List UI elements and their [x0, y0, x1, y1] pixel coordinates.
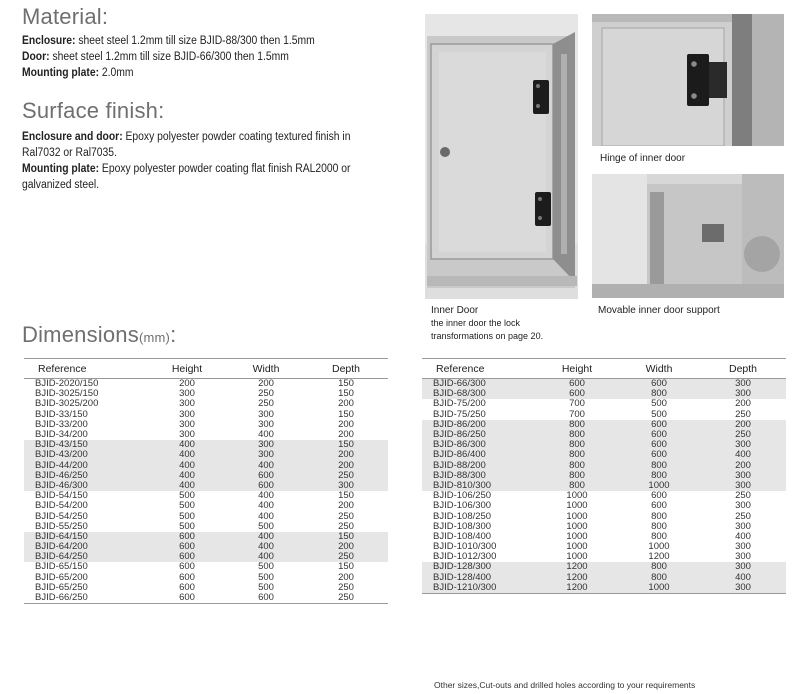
cell-reference: BJID-86/200: [422, 420, 536, 430]
cell-reference: BJID-108/300: [433, 520, 492, 532]
cell-height: 300: [179, 418, 195, 430]
dimensions-title: Dimensions: [22, 322, 139, 347]
header-height: Height: [146, 359, 228, 379]
header-width: Width: [228, 359, 304, 379]
material-plate-value: 2.0mm: [99, 67, 134, 79]
cell-depth: 200: [304, 542, 388, 552]
cell-reference: BJID-106/250: [433, 490, 492, 502]
cell-depth: 250: [304, 593, 388, 604]
surface-plate-value: Epoxy polyester powder coating flat finish RAL2000 or galvanized steel.: [22, 163, 351, 191]
cell-height: 600: [179, 561, 195, 573]
cell-depth: 250: [338, 520, 354, 532]
cell-width: 600: [618, 440, 700, 450]
inner-door-caption: [431, 304, 543, 343]
dimensions-unit: (mm): [138, 330, 171, 345]
table-row: [422, 583, 786, 594]
cell-width: 600: [228, 471, 304, 481]
cell-reference: BJID-66/300: [422, 379, 536, 390]
cell-height: 300: [179, 429, 195, 441]
cell-width: 600: [618, 430, 700, 440]
cell-depth: 200: [338, 429, 354, 441]
cell-width: 300: [228, 450, 304, 460]
cell-reference: BJID-65/200: [35, 571, 88, 583]
cell-reference: BJID-86/400: [422, 450, 536, 460]
cell-reference: BJID-108/400: [433, 530, 492, 542]
cell-reference: BJID-86/250: [422, 430, 536, 440]
cell-height: 800: [536, 471, 618, 481]
cell-height: 300: [179, 398, 195, 410]
cell-depth: 250: [735, 490, 751, 502]
cell-height: 800: [536, 461, 618, 471]
cell-reference: BJID-68/300: [422, 389, 536, 399]
cell-height: 1000: [566, 520, 588, 532]
cell-reference: BJID-46/250: [24, 471, 146, 481]
cell-width: 250: [258, 398, 274, 410]
cell-depth: 200: [338, 571, 354, 583]
cell-depth: 200: [700, 420, 786, 430]
hinge-caption: Hinge of inner door: [600, 153, 686, 164]
cell-reference: BJID-44/200: [24, 461, 146, 471]
cell-width: 300: [228, 440, 304, 450]
cell-height: 800: [536, 430, 618, 440]
cell-depth: 300: [700, 389, 786, 399]
table-header-row: [422, 359, 786, 379]
cell-height: 600: [536, 379, 618, 390]
cell-width: 400: [228, 461, 304, 471]
cell-reference: BJID-88/300: [422, 471, 536, 481]
cell-height: 800: [536, 450, 618, 460]
surface-enclosure-label: Enclosure and door:: [22, 131, 123, 143]
cell-width: 1000: [648, 541, 670, 553]
cell-reference: BJID-3025/200: [35, 398, 99, 410]
cell-depth: 250: [338, 510, 354, 522]
cell-height: 700: [569, 408, 585, 420]
cell-depth: 400: [700, 573, 786, 583]
cell-width: 800: [618, 389, 700, 399]
cell-reference: BJID-75/250: [433, 408, 486, 420]
cell-width: 500: [651, 408, 667, 420]
dimensions-table-left: [24, 358, 388, 604]
cell-height: 600: [146, 542, 228, 552]
cell-depth: 150: [338, 388, 354, 400]
cell-height: 400: [146, 461, 228, 471]
cell-reference: BJID-108/250: [433, 510, 492, 522]
cell-depth: 200: [735, 398, 751, 410]
hinge-illustration: [592, 14, 784, 146]
cell-height: 400: [146, 471, 228, 481]
cell-height: 600: [536, 389, 618, 399]
cell-depth: 400: [735, 530, 751, 542]
cell-reference: BJID-810/300: [422, 481, 536, 491]
dimensions-colon: :: [170, 322, 177, 347]
cell-width: 500: [258, 561, 274, 573]
support-caption: Movable inner door support: [598, 305, 720, 316]
cell-reference: BJID-33/150: [35, 408, 88, 420]
cell-width: 500: [651, 398, 667, 410]
cell-height: 200: [179, 378, 195, 390]
cell-depth: 150: [338, 561, 354, 573]
cell-width: 800: [651, 510, 667, 522]
cell-width: 800: [618, 573, 700, 583]
cell-width: 400: [258, 510, 274, 522]
material-text: [22, 33, 364, 81]
cell-depth: 300: [735, 500, 751, 512]
cell-reference: BJID-34/200: [35, 429, 88, 441]
cell-width: 400: [228, 552, 304, 562]
inner-door-line2: transformations on page 20.: [431, 331, 544, 341]
cell-width: 600: [228, 481, 304, 491]
cell-depth: 250: [304, 552, 388, 562]
cell-reference: BJID-64/200: [24, 542, 146, 552]
cell-width: 250: [258, 388, 274, 400]
footnote: Other sizes,Cut-outs and drilled holes according to your requirements: [434, 680, 696, 690]
cell-depth: 300: [735, 551, 751, 563]
material-door-value: sheet steel 1.2mm till size BJID-66/300 then 1.5mm: [49, 51, 289, 63]
cell-depth: 250: [304, 471, 388, 481]
header-depth: Depth: [700, 359, 786, 379]
cell-width: 400: [258, 429, 274, 441]
cell-reference: BJID-75/200: [433, 398, 486, 410]
material-door-label: Door:: [22, 51, 50, 63]
cell-width: 1000: [618, 583, 700, 594]
cell-reference: BJID-106/300: [433, 500, 492, 512]
table-row: [24, 593, 388, 604]
cell-depth: 250: [735, 408, 751, 420]
cell-reference: BJID-64/250: [24, 552, 146, 562]
cell-depth: 300: [735, 541, 751, 553]
cell-depth: 150: [304, 532, 388, 542]
cell-depth: 250: [700, 430, 786, 440]
surface-plate-para: [22, 161, 355, 193]
cell-reference: BJID-54/200: [35, 500, 88, 512]
cell-depth: 400: [700, 450, 786, 460]
support-photo: [592, 174, 784, 298]
cell-height: 800: [536, 420, 618, 430]
cell-reference: BJID-88/200: [422, 461, 536, 471]
cell-width: 400: [228, 542, 304, 552]
material-plate-line: [22, 65, 364, 81]
cell-reference: BJID-43/150: [24, 440, 146, 450]
cell-width: 400: [228, 532, 304, 542]
cell-height: 600: [146, 532, 228, 542]
cell-depth: 200: [700, 461, 786, 471]
cell-reference: BJID-54/150: [35, 490, 88, 502]
cell-reference: BJID-33/200: [35, 418, 88, 430]
cell-width: 600: [618, 379, 700, 390]
cell-height: 1200: [536, 583, 618, 594]
cell-width: 300: [258, 418, 274, 430]
material-plate-label: Mounting plate:: [22, 67, 100, 79]
cell-depth: 300: [735, 520, 751, 532]
cell-width: 600: [651, 500, 667, 512]
cell-height: 300: [179, 388, 195, 400]
cell-width: 1000: [618, 481, 700, 491]
cell-height: 600: [179, 571, 195, 583]
cell-width: 800: [618, 461, 700, 471]
dimensions-heading: [22, 322, 176, 348]
cell-width: 400: [258, 500, 274, 512]
hinge-photo: [592, 14, 784, 146]
cell-depth: 200: [338, 398, 354, 410]
cell-height: 600: [146, 593, 228, 604]
cell-reference: BJID-128/300: [422, 562, 536, 572]
cell-reference: BJID-46/300: [24, 481, 146, 491]
cell-depth: 250: [338, 581, 354, 593]
cell-depth: 250: [735, 510, 751, 522]
cell-height: 400: [146, 450, 228, 460]
cell-width: 500: [258, 571, 274, 583]
cell-depth: 200: [338, 500, 354, 512]
cell-width: 500: [258, 581, 274, 593]
cell-depth: 300: [700, 583, 786, 594]
cell-width: 600: [228, 593, 304, 604]
cell-height: 500: [179, 500, 195, 512]
material-enclosure-value: sheet steel 1.2mm till size BJID-88/300 then 1.5mm: [75, 35, 315, 47]
cell-height: 1000: [566, 510, 588, 522]
material-heading: Material:: [22, 4, 109, 29]
cell-reference: BJID-43/200: [24, 450, 146, 460]
cell-width: 600: [618, 420, 700, 430]
cell-height: 800: [536, 481, 618, 491]
cell-width: 200: [258, 378, 274, 390]
cell-height: 400: [146, 481, 228, 491]
cell-reference: BJID-65/250: [35, 581, 88, 593]
cell-height: 1200: [536, 562, 618, 572]
header-reference: Reference: [422, 359, 536, 379]
cell-depth: 150: [304, 440, 388, 450]
cell-reference: BJID-3025/150: [35, 388, 99, 400]
header-reference: Reference: [24, 359, 146, 379]
cell-reference: BJID-65/150: [35, 561, 88, 573]
cell-depth: 200: [304, 461, 388, 471]
cell-reference: BJID-1012/300: [433, 551, 497, 563]
surface-enclosure-para: [22, 129, 355, 161]
cell-reference: BJID-55/250: [35, 520, 88, 532]
cell-height: 1000: [566, 551, 588, 563]
table-row: [24, 501, 388, 511]
cell-height: 600: [179, 581, 195, 593]
cell-depth: 300: [304, 481, 388, 491]
cell-depth: 300: [700, 481, 786, 491]
support-illustration: [592, 174, 784, 298]
cell-depth: 150: [338, 490, 354, 502]
material-door-line: [22, 49, 364, 65]
surface-text: [22, 129, 355, 193]
cell-height: 800: [536, 440, 618, 450]
cell-width: 300: [258, 408, 274, 420]
cell-height: 1000: [566, 530, 588, 542]
cell-width: 400: [258, 490, 274, 502]
material-enclosure-line: [22, 33, 364, 49]
inner-door-illustration: [425, 14, 578, 299]
cell-width: 600: [618, 450, 700, 460]
table-row: [422, 450, 786, 460]
header-depth: Depth: [304, 359, 388, 379]
cell-reference: BJID-64/150: [24, 532, 146, 542]
cell-width: 600: [651, 490, 667, 502]
table-header-row: [24, 359, 388, 379]
cell-height: 500: [179, 510, 195, 522]
cell-height: 1000: [566, 500, 588, 512]
surface-plate-label: Mounting plate:: [22, 163, 100, 175]
cell-depth: 150: [338, 378, 354, 390]
cell-width: 800: [618, 562, 700, 572]
cell-depth: 300: [700, 379, 786, 390]
cell-height: 1200: [536, 573, 618, 583]
cell-depth: 150: [338, 408, 354, 420]
cell-reference: BJID-1210/300: [422, 583, 536, 594]
cell-reference: BJID-2020/150: [35, 378, 99, 390]
cell-width: 500: [258, 520, 274, 532]
cell-width: 800: [651, 520, 667, 532]
cell-height: 1000: [566, 541, 588, 553]
surface-heading: Surface finish:: [22, 98, 165, 123]
cell-height: 500: [179, 520, 195, 532]
cell-height: 700: [569, 398, 585, 410]
cell-height: 1000: [566, 490, 588, 502]
cell-depth: 300: [700, 440, 786, 450]
cell-reference: BJID-128/400: [422, 573, 536, 583]
cell-depth: 200: [338, 418, 354, 430]
cell-reference: BJID-54/250: [35, 510, 88, 522]
cell-reference: BJID-86/300: [422, 440, 536, 450]
cell-height: 600: [146, 552, 228, 562]
cell-height: 500: [179, 490, 195, 502]
cell-depth: 200: [304, 450, 388, 460]
material-enclosure-label: Enclosure:: [22, 35, 76, 47]
cell-width: 1200: [648, 551, 670, 563]
cell-depth: 300: [700, 471, 786, 481]
dimensions-table-right: [422, 358, 786, 594]
header-height: Height: [536, 359, 618, 379]
cell-height: 300: [179, 408, 195, 420]
inner-door-title: Inner Door: [431, 305, 479, 316]
cell-depth: 300: [700, 562, 786, 572]
cell-width: 800: [618, 471, 700, 481]
cell-reference: BJID-66/250: [24, 593, 146, 604]
inner-door-photo: [425, 14, 578, 299]
cell-width: 800: [651, 530, 667, 542]
header-width: Width: [618, 359, 700, 379]
inner-door-line1: the inner door the lock: [431, 318, 521, 328]
cell-reference: BJID-1010/300: [433, 541, 497, 553]
surface-enclosure-value: Epoxy polyester powder coating textured finish in Ral7032 or Ral7035.: [22, 131, 351, 159]
table-row: [422, 501, 786, 511]
table-row: [24, 450, 388, 460]
cell-height: 400: [146, 440, 228, 450]
